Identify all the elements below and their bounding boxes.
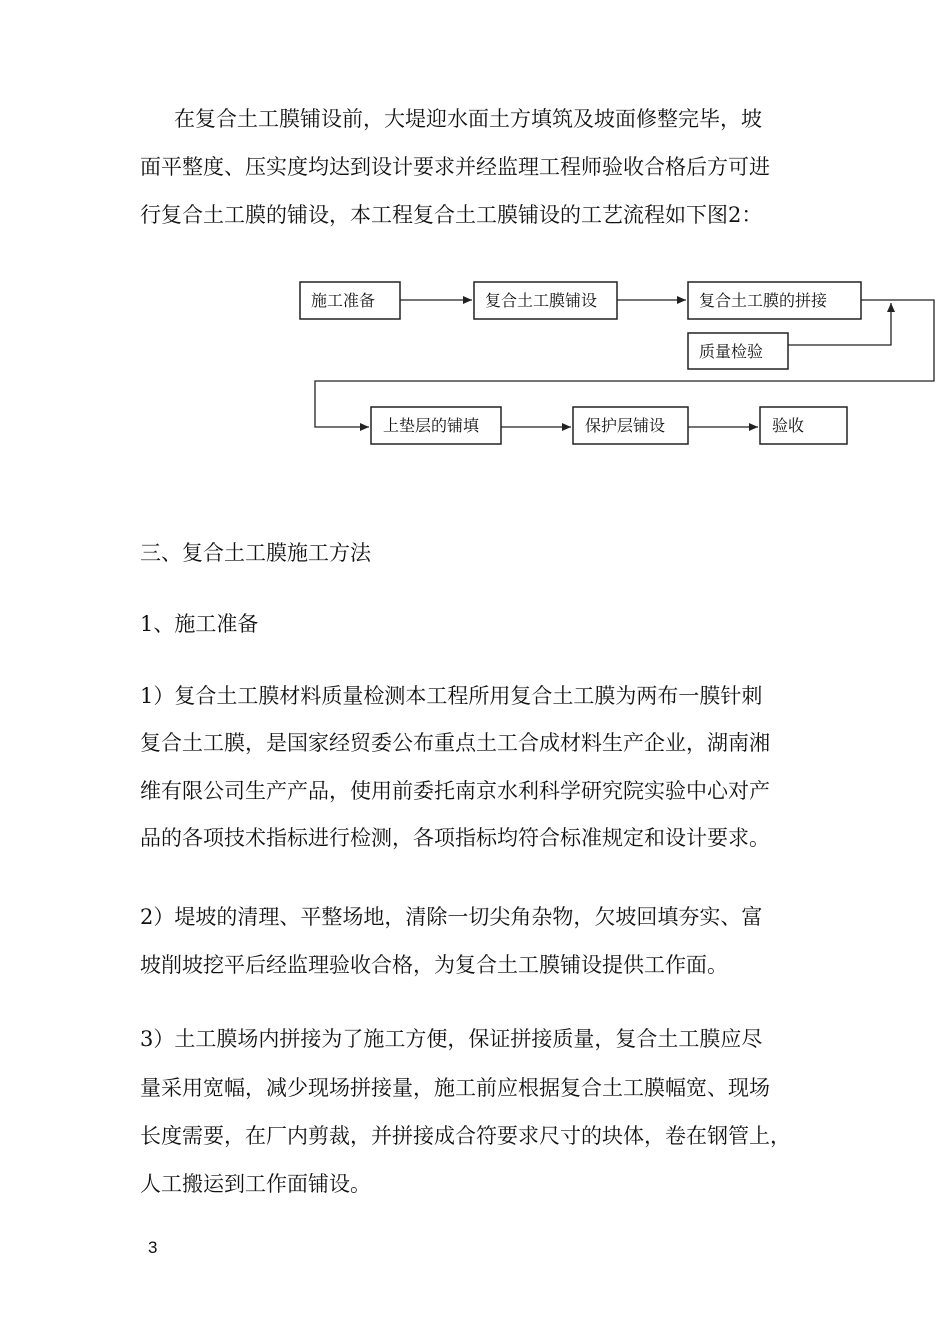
flow-step-splice-label: 复合土工膜的拼接 [699,291,828,310]
item3-line-1: 3）土工膜场内拼接为了施工方便，保证拼接质量，复合土工膜应尽 [140,1027,763,1051]
process-flowchart [0,0,950,470]
item1-line-4: 品的各项技术指标进行检测，各项指标均符合标准规定和设计要求。 [140,826,770,850]
flow-step-quality-check [688,333,788,369]
flow-step-prepare-label: 施工准备 [311,291,376,310]
intro-line-3: 行复合土工膜的铺设，本工程复合土工膜铺设的工艺流程如下图2： [140,203,763,227]
flow-step-prepare [300,282,400,319]
item3-line-2: 量采用宽幅，减少现场拼接量，施工前应根据复合土工膜幅宽、现场 [140,1076,770,1100]
flow-step-lay-membrane [474,282,617,319]
item1-line-2: 复合土工膜，是国家经贸委公布重点土工合成材料生产企业，湖南湘 [140,731,770,755]
flow-step-protection [573,407,688,444]
intro-line-1: 在复合土工膜铺设前，大堤迎水面土方填筑及坡面修整完毕，坡 [174,107,762,131]
flow-step-acceptance-label: 验收 [772,416,805,435]
flow-step-acceptance [760,407,847,444]
intro-line-2: 面平整度、压实度均达到设计要求并经监理工程师验收合格后方可进 [140,155,770,179]
flow-step-lay-membrane-label: 复合土工膜铺设 [485,291,598,310]
item3-line-3: 长度需要，在厂内剪裁，并拼接成合符要求尺寸的块体，卷在钢管上， [140,1124,791,1148]
item1-line-1: 1）复合土工膜材料质量检测本工程所用复合土工膜为两布一膜针刺 [140,684,763,708]
item2-line-2: 坡削坡挖平后经监理验收合格，为复合土工膜铺设提供工作面。 [140,953,728,977]
flow-step-cushion-label: 上垫层的铺填 [383,416,480,435]
flow-step-quality-check-label: 质量检验 [699,342,764,361]
flow-step-protection-label: 保护层铺设 [585,416,666,435]
item1-line-3: 维有限公司生产产品，使用前委托南京水利科学研究院实验中心对产 [140,779,770,803]
flow-step-splice [688,282,861,319]
subsection-title: 1、施工准备 [140,612,259,636]
page-number: 3 [148,1238,158,1257]
section-title: 三、复合土工膜施工方法 [140,541,371,565]
item3-line-4: 人工搬运到工作面铺设。 [140,1172,371,1196]
item2-line-1: 2）堤坡的清理、平整场地，清除一切尖角杂物，欠坡回填夯实、富 [140,905,763,929]
flow-step-cushion [371,407,501,444]
